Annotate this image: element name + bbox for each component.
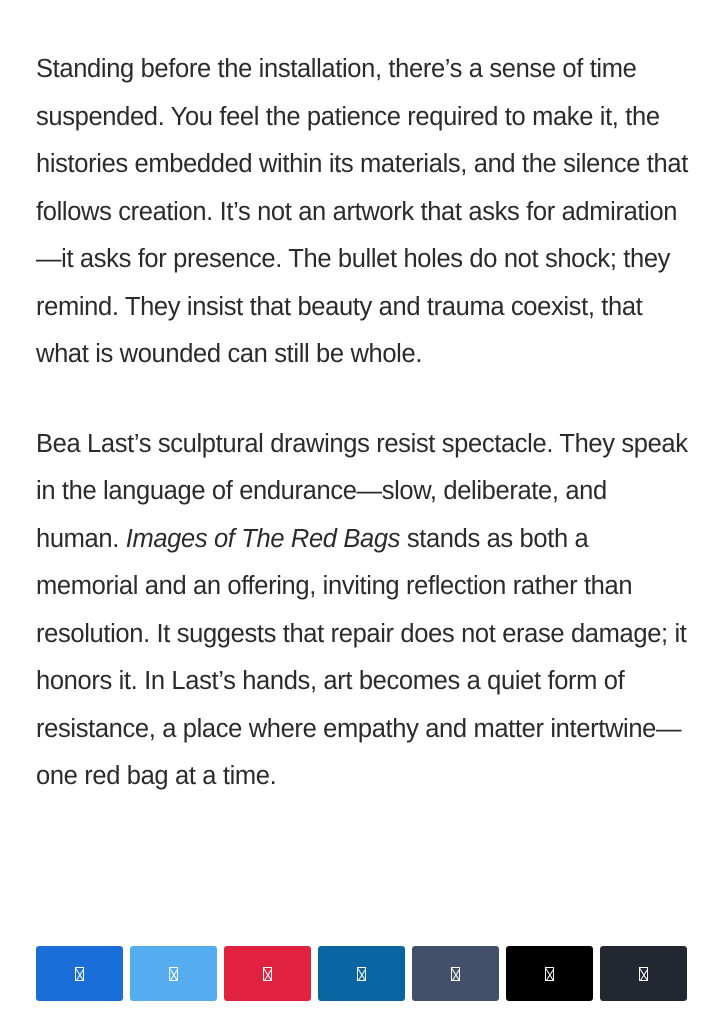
share-linkedin-button[interactable]	[318, 946, 405, 1001]
paragraph-1: Standing before the installation, there’s a sense of time suspended. You feel the patience required to make it, the histories embedded within its materials, and the silence that follows creation. It’s not an artwork that asks for admiration—it asks for presence. The bullet holes do not shock; they remind. They insist that beauty and trauma coexist, that what is wounded can still be whole.	[36, 55, 688, 368]
facebook-icon	[75, 967, 84, 981]
tumblr-icon	[451, 967, 460, 981]
article-body	[36, 46, 696, 801]
paragraph-2-lead: Bea Last’s sculptural drawings resist spectacle. They speak in the language of endurance—slow, deliberate, and human.	[36, 429, 688, 553]
share-tumblr-button[interactable]	[412, 946, 499, 1001]
threads-icon	[639, 967, 648, 981]
share-threads-button[interactable]	[600, 946, 687, 1001]
paragraph-2	[36, 421, 696, 801]
x-icon	[545, 967, 554, 981]
twitter-icon	[169, 967, 178, 981]
share-facebook-button[interactable]	[36, 946, 123, 1001]
share-twitter-button[interactable]	[130, 946, 217, 1001]
artwork-title: Images of The Red Bags	[125, 524, 401, 553]
share-x-button[interactable]	[506, 946, 593, 1001]
pinterest-icon	[263, 967, 272, 981]
paragraph-2-rest: stands as both a memorial and an offering, inviting reflection rather than resolution. It suggests that repair does not erase damage; it honors it. In Last’s hands, art becomes a quiet form of resistance, a place where empathy and matter intertwine—one red bag at a time.	[36, 524, 687, 790]
share-bar	[36, 946, 687, 1001]
linkedin-icon	[357, 967, 366, 981]
share-pinterest-button[interactable]	[224, 946, 311, 1001]
